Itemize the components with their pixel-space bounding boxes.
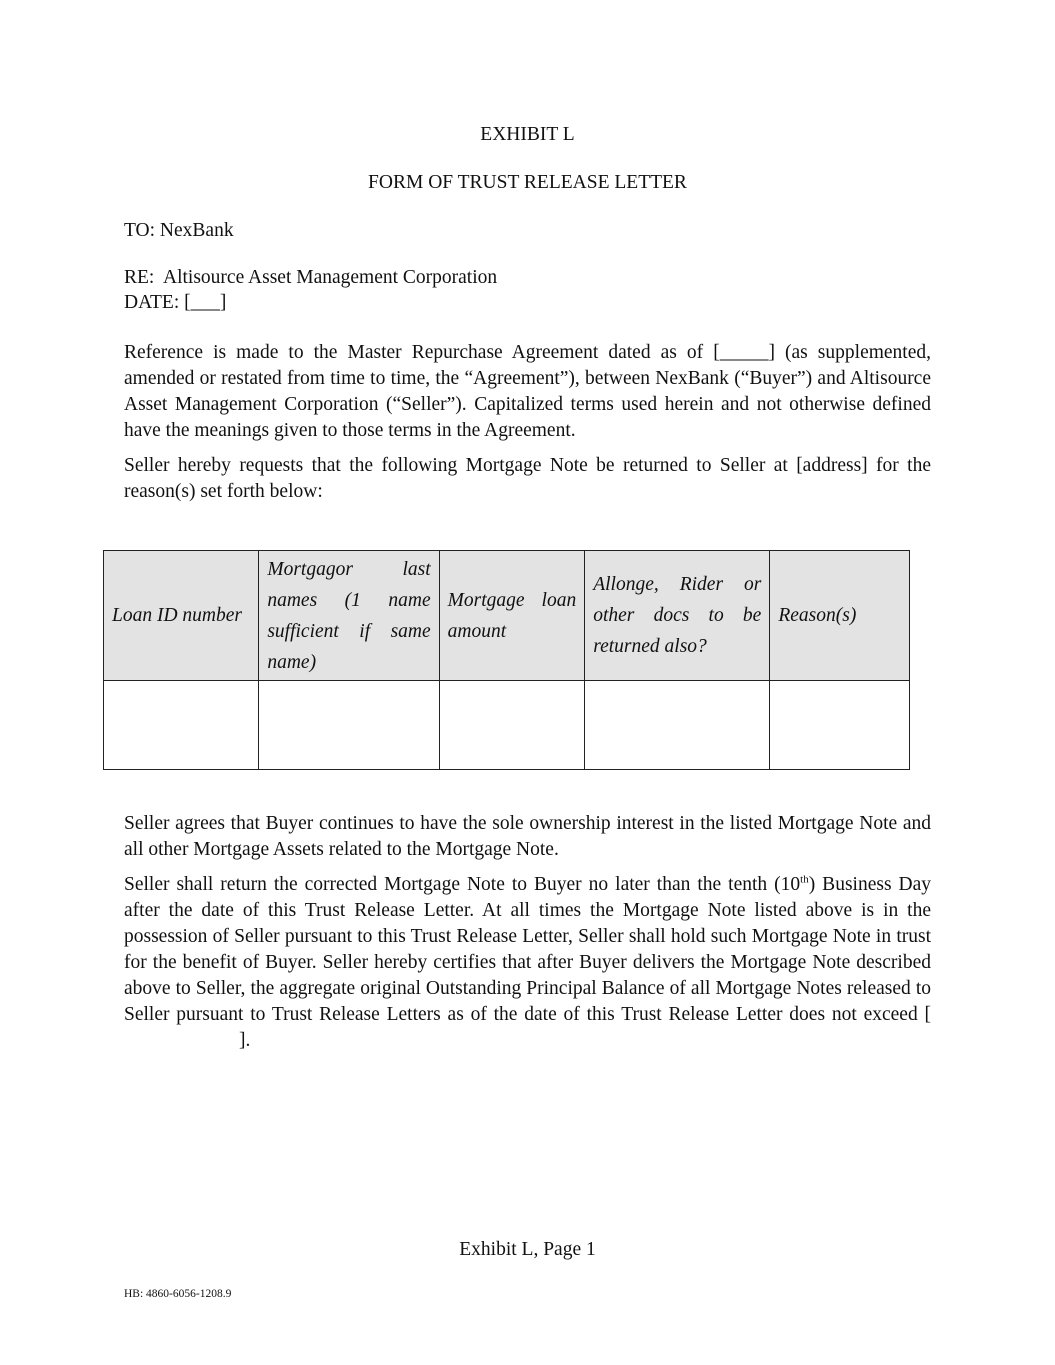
cell-other-docs bbox=[585, 681, 770, 770]
ownership-paragraph: Seller agrees that Buyer continues to have the sole ownership interest in the listed Mortgage Note and all other Mortgage Assets related to the Mortgage Note. bbox=[124, 813, 931, 860]
ordinal-superscript: th bbox=[800, 873, 809, 886]
exhibit-heading: EXHIBIT L bbox=[480, 124, 575, 145]
cell-mortgagor-names bbox=[259, 681, 439, 770]
return-text-end: ]. bbox=[239, 1030, 251, 1051]
table-header-row bbox=[104, 551, 910, 681]
header-mortgagor-names: Mortgagor last names (1 name sufficient if same name) bbox=[259, 551, 439, 681]
document-id: HB: 4860-6056-1208.9 bbox=[124, 1288, 232, 1300]
table-row bbox=[104, 681, 910, 770]
re-line: RE: Altisource Asset Management Corporation bbox=[124, 267, 498, 288]
cell-loan-amount bbox=[439, 681, 585, 770]
form-title: FORM OF TRUST RELEASE LETTER bbox=[368, 172, 687, 193]
cell-loan-id bbox=[104, 681, 259, 770]
header-loan-amount: Mortgage loan amount bbox=[439, 551, 585, 681]
header-loan-id: Loan ID number bbox=[104, 551, 259, 681]
mortgage-note-table bbox=[103, 550, 910, 770]
reference-paragraph: Reference is made to the Master Repurchase Agreement dated as of [_____] (as supplemented, amended or restated from time to time, the “Agreement”), between NexBank (“Buyer”) and Altisource Asset Management Corporation (“Seller”). Capitalized terms used herein and not otherwise defined have the meanings given to those terms in the Agreement. bbox=[124, 342, 931, 441]
header-reasons: Reason(s) bbox=[770, 551, 910, 681]
return-text-part1: Seller shall return the corrected Mortgage Note to Buyer no later than the tenth (10 bbox=[124, 874, 801, 895]
date-line: DATE: [___] bbox=[124, 292, 227, 313]
page-footer: Exhibit L, Page 1 bbox=[459, 1239, 596, 1260]
request-paragraph: Seller hereby requests that the following Mortgage Note be returned to Seller at [address] for the reason(s) set forth below: bbox=[124, 455, 931, 502]
cell-reasons bbox=[770, 681, 910, 770]
header-other-docs: Allonge, Rider or other docs to be returned also? bbox=[585, 551, 770, 681]
to-line: TO: NexBank bbox=[124, 220, 234, 241]
return-paragraph bbox=[124, 872, 931, 1054]
return-text-part2: ) Business Day after the date of this Trust Release Letter. At all times the Mortgage Note listed above is in the possession of Seller pursuant to this Trust Release Letter, Seller shall hold such Mortgage Note in trust for the benefit of Buyer. Seller hereby certifies that after Buyer delivers the Mortgage Note described above to Seller, the aggregate original Outstanding Principal Balance of all Mortgage Notes released to Seller pursuant to Trust Release Letters as of the date of this Trust Release Letter does not exceed [ bbox=[124, 874, 932, 1025]
